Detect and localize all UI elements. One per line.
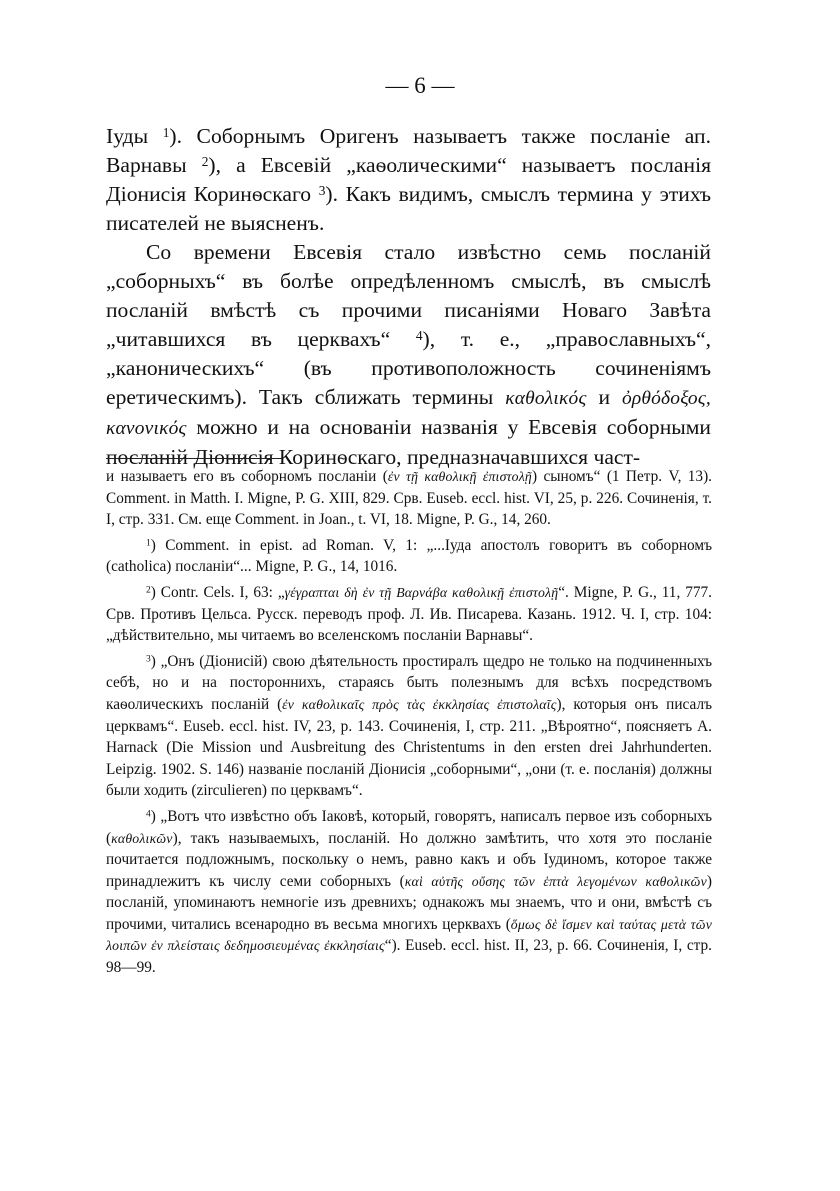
greek-text: καὶ αὐτῆς οὔσης τῶν ἑπτὰ λεγομένων καθολικῶν xyxy=(404,873,707,889)
text-run: ), такъ называемыхъ, посланій. Но должно замѣтить, что хотя это посланіе почитается подложнымъ, поскольку о немъ, равно какъ и объ Іудиномъ, которое также принадлежитъ къ числу семи соборныхъ ( xyxy=(106,829,712,890)
greek-text: καθολικός xyxy=(505,388,587,409)
text-run: “). Euseb. eccl. hist. II, 23, p. 66. Сочиненія, I, стр. 98—99. xyxy=(106,937,712,977)
text-run: и называетъ его въ соборномъ посланіи ( xyxy=(106,468,388,485)
paragraph xyxy=(106,122,711,238)
text-run: ). Соборнымъ Оригенъ называетъ также посланіе ап. Варнавы xyxy=(106,124,711,177)
text-run: и xyxy=(586,385,622,409)
greek-text: ἐν καθολικαῖς πρὸς τὰς ἐκκλησίας ἐπιστολαῖς xyxy=(282,696,557,712)
greek-text: ὅμως δὲ ἴσμεν καὶ ταύτας μετὰ τῶν λοιπῶν ἐν πλείσταις δεδημοσιευμένας ἐκκλησίαις xyxy=(106,916,712,954)
footnote-ref: 1 xyxy=(162,124,170,140)
text-run: ). Какъ видимъ, смыслъ термина у этихъ писателей не выясненъ. xyxy=(106,182,711,235)
text-run: ) Contr. Cels. I, 63: „ xyxy=(150,583,285,601)
footnote-3 xyxy=(106,651,712,802)
footnote-ref: 4 xyxy=(415,327,423,343)
text-run: ) „Онъ (Діонисій) свою дѣятельность простиралъ щедро не только на подчиненныхъ себѣ, но и на постороннихъ, стараясь быть полезнымъ для всѣхъ посредствомъ каѳолическихъ посланій ( xyxy=(106,652,712,713)
text-run: ) „Вотъ что извѣстно объ Іаковѣ, который, говорятъ, написалъ первое изъ соборныхъ ( xyxy=(106,807,712,847)
footnote-ref: 3 xyxy=(318,182,326,198)
footnote-1 xyxy=(106,535,712,578)
main-text xyxy=(106,122,711,472)
text-run: Со времени Евсевія стало извѣстно семь посланій „соборныхъ“ въ болѣе опредѣленномъ смыслѣ, въ смыслѣ посланій вмѣстѣ съ прочими писаніями Новаго Завѣта „читавшихся въ церквахъ“ xyxy=(106,240,711,351)
text-run: “. Migne, P. G., 11, 777. Срв. Противъ Цельса. Русск. переводъ проф. Л. Ив. Писарева. Казань. 1912. Ч. I, стр. 104: „дѣйствительно, мы читаемъ во вселенскомъ посланіи Варнавы“. xyxy=(106,583,712,645)
paragraph xyxy=(106,238,711,472)
footnote-divider xyxy=(106,458,282,459)
text-run: ), которыя онъ писалъ церквамъ“. Euseb. eccl. hist. IV, 23, p. 143. Сочиненія, I, стр. 211. „Вѣроятно“, поясняетъ A. Harnack (Die Mission und Ausbreitung des Christentums in den ersten drei Jahrhunderten. Leipzig. 1902. S. 146) названіе посланій Діонисія „соборными“, „они (т. е. посланія) должны были ходить (zirculieren) по церквамъ“. xyxy=(106,695,712,800)
footnote-ref: 1 xyxy=(146,538,151,549)
text-run: ) посланій, упоминаютъ немногіе изъ древнихъ; однакожъ мы знаемъ, что и они, вмѣстѣ съ прочими, читались всенародно въ весьма многихъ церквахъ ( xyxy=(106,872,712,933)
footnote-ref: 3 xyxy=(146,654,151,665)
text-run: ), т. е., „православныхъ“, „каноническихъ“ (въ противоположность сочиненіямъ еретическимъ). Такъ сближать термины xyxy=(106,327,711,409)
footnote-ref: 2 xyxy=(146,585,151,596)
greek-text: ὀρθόδοξος, κανονικός xyxy=(106,388,711,439)
footnote-4 xyxy=(106,806,712,979)
footnote-2 xyxy=(106,582,712,647)
text-run: Іуды xyxy=(106,124,163,148)
footnote-ref: 4 xyxy=(146,809,151,820)
greek-text: καθολικῶν xyxy=(111,830,173,846)
footnote-ref: 2 xyxy=(201,153,209,169)
footnote-continuation xyxy=(106,466,712,531)
greek-text: ἐν τῇ καθολικῇ ἐπιστολῇ xyxy=(387,469,532,484)
text-run: ) сыномъ“ (1 Петр. V, 13). Comment. in Matth. I. Migne, P. G. XIII, 829. Срв. Euseb. eccl. hist. VI, 25, p. 226. Сочиненія, т. I, стр. 331. См. еще Comment. in Joan., t. VI, 18. Migne, P. G., 14, 260. xyxy=(106,468,712,529)
footnotes xyxy=(106,466,712,979)
text-run: ), а Евсевій „каѳолическими“ называетъ посланія Діонисія Коринѳскаго xyxy=(106,153,712,206)
greek-text: γέγραπται δὴ ἐν τῇ Βαρνάβα καθολικῇ ἐπιστολῇ xyxy=(284,584,559,600)
page-number: — 6 — xyxy=(385,73,455,98)
text-run: можно и на основаніи названія у Евсевія соборными посланій Діонисія Коринѳскаго, предназначавшихся част- xyxy=(106,415,711,469)
text-run: ) Comment. in epist. ad Roman. V, 1: „...Іуда апостолъ говоритъ въ соборномъ (catholica) посланіи“... Migne, P. G., 14, 1016. xyxy=(106,536,712,576)
